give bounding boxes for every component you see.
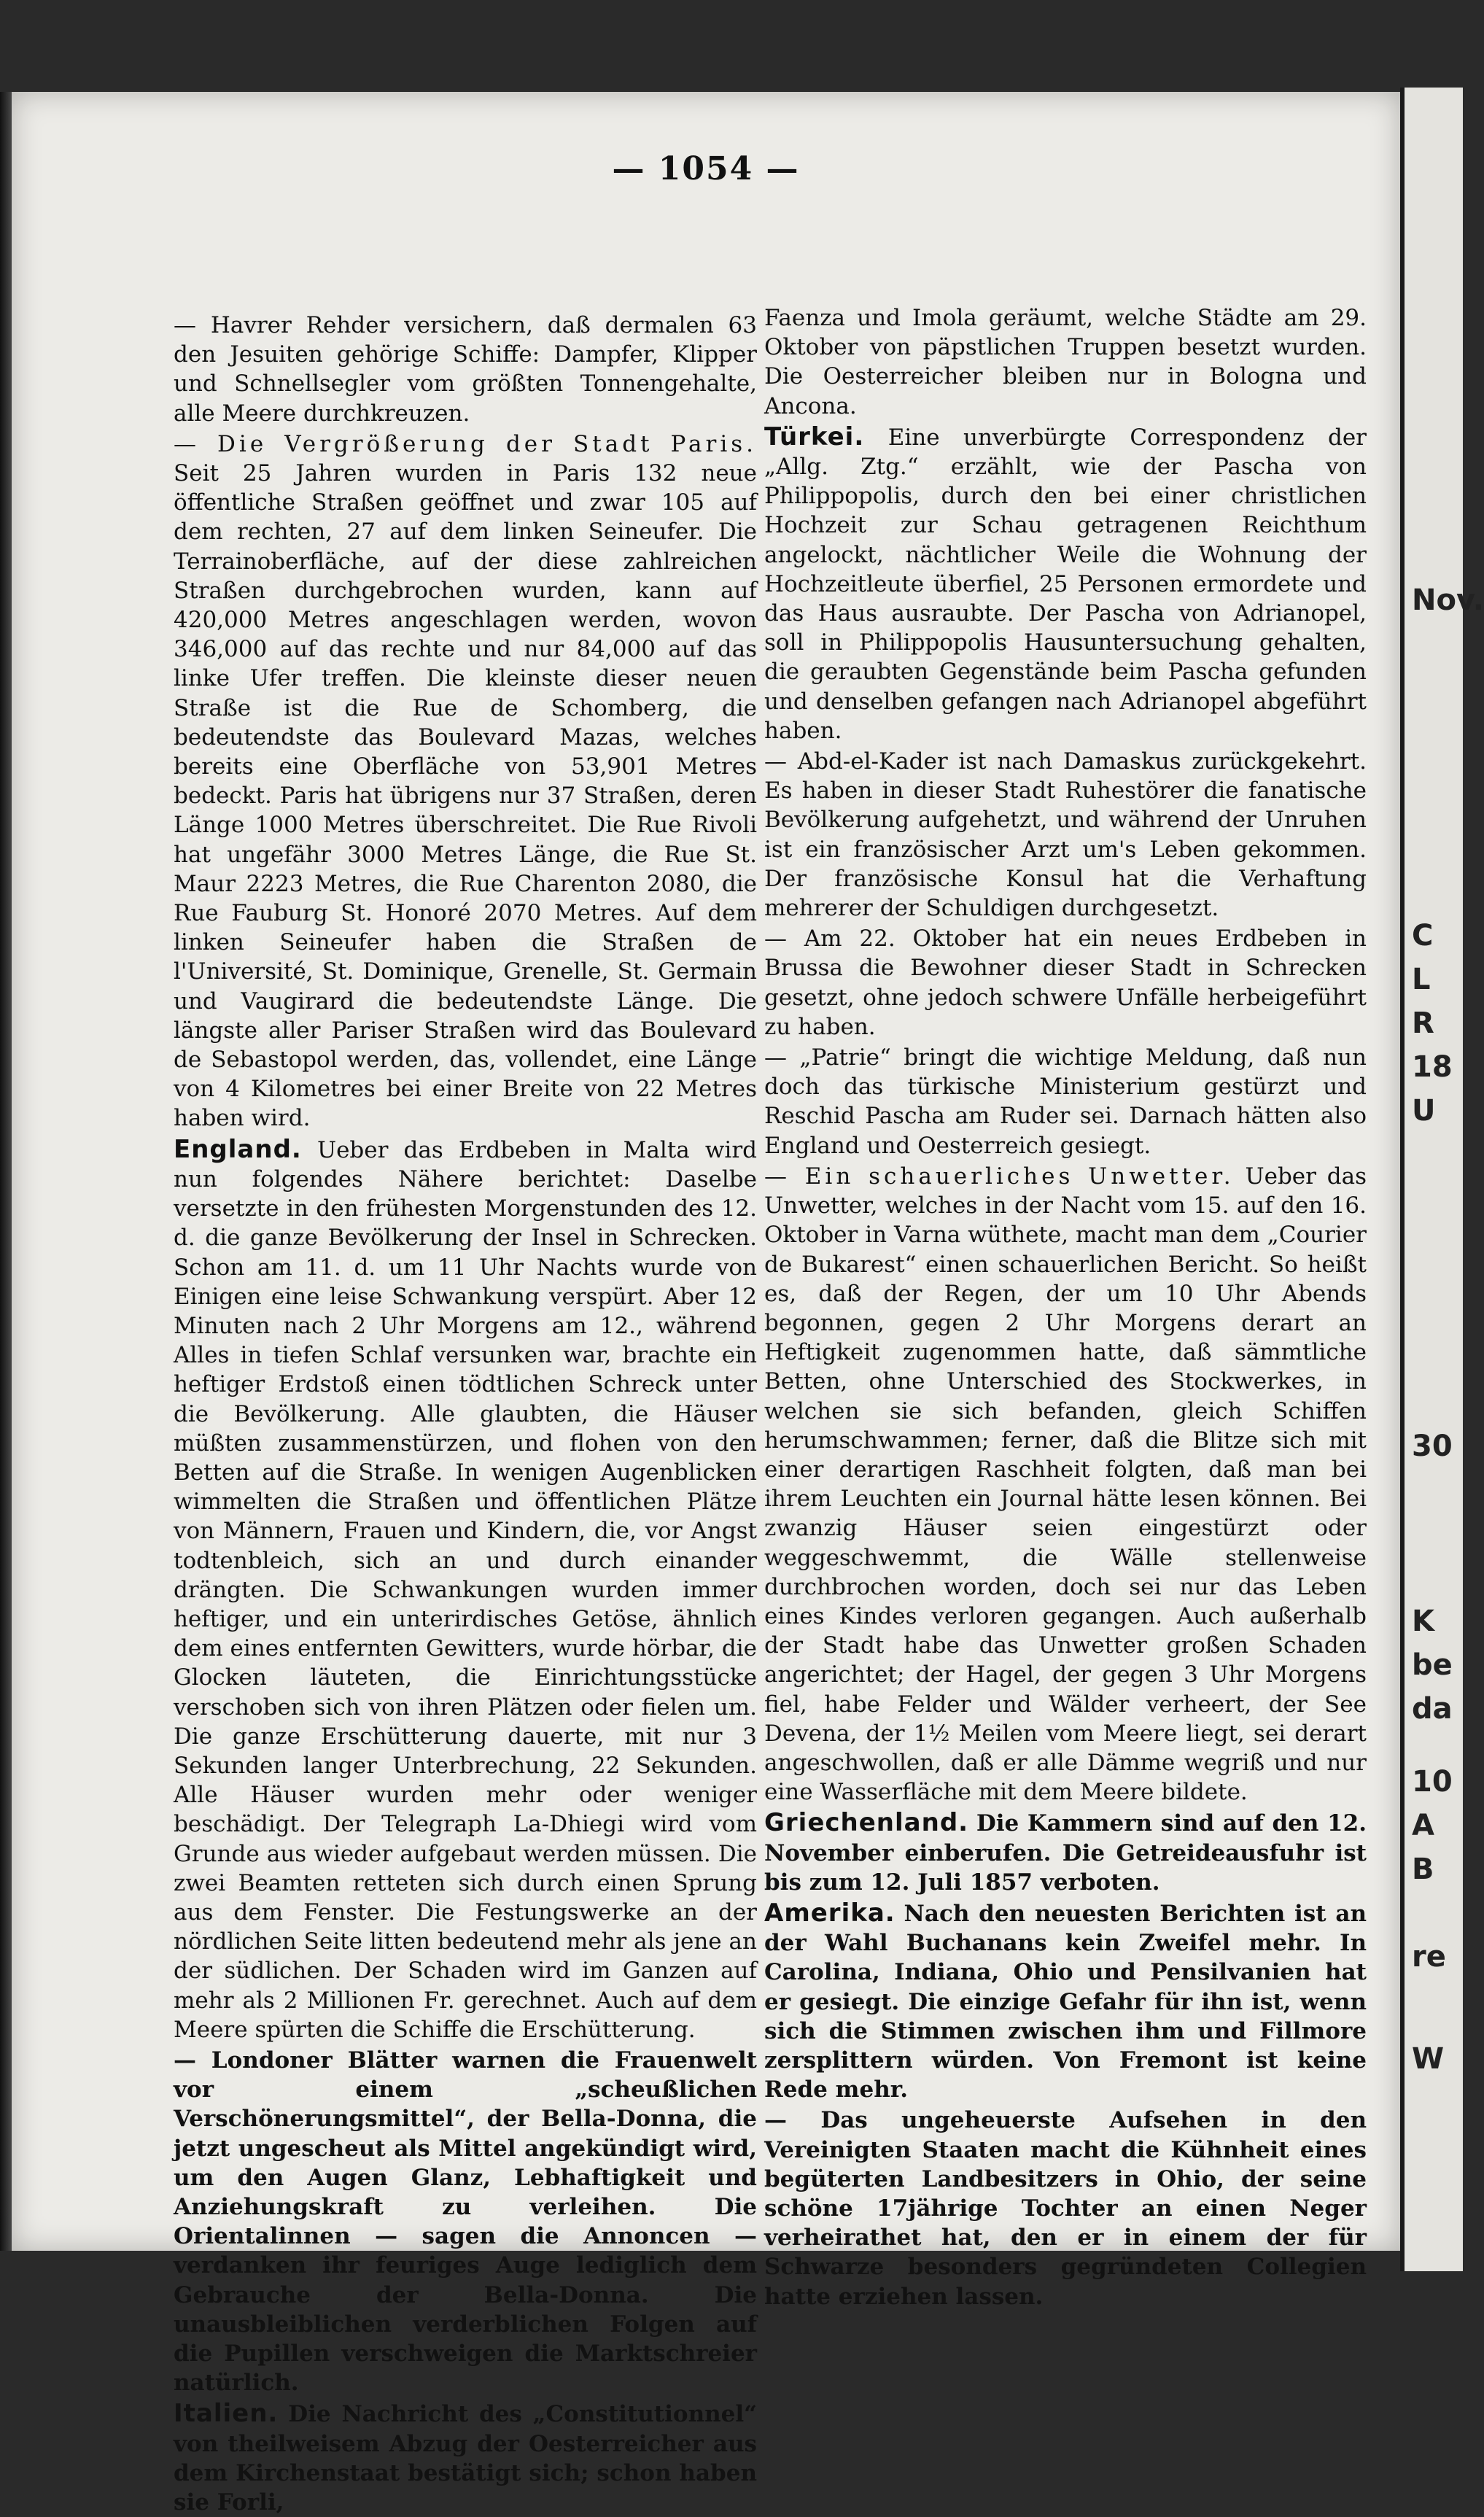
article-london: — Londoner Blätter warnen die Frauenwelt vor einem „scheußlichen Verschönerungsmittel“, der Bella-Donna, die jetzt ungescheut als Mittel angekündigt wird, um den Augen Glanz, Lebhaftigkeit und Anziehungskraft zu verleihen. Die Orientalinnen — sagen die Annoncen — verdanken ihr feuriges Auge lediglich dem Gebrauche der Bella-Donna. Die unausbleiblichen verderblichen Folgen auf die Pupillen verschweigen die Marktschreier natürlich. bbox=[174, 2047, 757, 2397]
article-england bbox=[174, 1135, 757, 2044]
margin-fragment: L bbox=[1412, 963, 1431, 996]
margin-fragment: C bbox=[1412, 919, 1434, 953]
margin-fragment: re bbox=[1412, 1940, 1446, 1974]
article-tuerkei-body: Eine unverbürgte Correspondenz der „Allg. Ztg.“ erzählt, wie der Pascha von Philippopolis, durch den bei einer christlichen Hochzeit zur Schau getragenen Reichthum angelockt, nächtlicher Weile die Wohnung der Hochzeitleute überfiel, 25 Personen ermordete und das Haus ausraubte. Der Pascha von Adrianopel, soll in Philippopolis Hausuntersuchung gehalten, die geraubten Gegenstände beim Pascha gefunden und denselben gefangen nach Adrianopel abgeführt haben. bbox=[764, 424, 1367, 744]
article-unwetter-body: Ueber das Unwetter, welches in der Nacht vom 15. auf den 16. Oktober in Varna wüthete, macht man dem „Courier de Bukarest“ einen schauerlichen Bericht. So heißt es, daß der Regen, der um 10 Uhr Abends begonnen, gegen 2 Uhr Morgens derart an Heftigkeit zugenommen hatte, daß sämmtliche Betten, ohne Unterschied des Stockwerkes, in welchen sie sich befanden, gleich Schiffen herumschwammen; ferner, daß die Blitze sich mit einer derartigen Raschheit folgten, daß man bei ihrem Leuchten ein Journal hätte lesen können. Bei zwanzig Häuser seien eingestürzt oder weggeschwemmt, die Wälle stellenweise durchbrochen worden, doch sei nur das Leben eines Kindes verloren gegangen. Auch außerhalb der Stadt habe das Unwetter großen Schaden angerichtet; der Hagel, der gegen 3 Uhr Morgens fiel, habe Felder und Wälder verheert, der See Devena, der 1½ Meilen vom Meere liegt, sei derart angeschwollen, daß er alle Dämme wegriß und nur eine Wasserfläche mit dem Meere bildete. bbox=[764, 1163, 1367, 1806]
margin-fragment: B bbox=[1412, 1853, 1434, 1886]
right-column bbox=[764, 303, 1367, 2311]
margin-fragment: da bbox=[1412, 1692, 1453, 1726]
margin-fragment: W bbox=[1412, 2042, 1445, 2076]
margin-fragment: A bbox=[1412, 1809, 1434, 1842]
section-heading-tuerkei: Türkei. bbox=[764, 422, 865, 451]
article-england-body: Ueber das Erdbeben in Malta wird nun folgendes Nähere berichtet: Daselbe versetzte in den frühesten Morgenstunden des 12. d. die ganze Bevölkerung der Insel in Schrecken. Schon am 11. d. um 11 Uhr Nachts wurde von Einigen eine leise Schwankung verspürt. Aber 12 Minuten nach 2 Uhr Morgens am 12., während Alles in tiefen Schlaf versunken war, brachte ein heftiger Erdstoß einen tödtlichen Schreck unter die Bevölkerung. Alle glaubten, die Häuser müßten zusammenstürzen, und flohen von den Betten auf die Straße. In wenigen Augenblicken wimmelten die Straßen und öffentlichen Plätze von Männern, Frauen und Kindern, die, vor Angst todtenbleich, sich an und durch einander drängten. Die Schwankungen wurden immer heftiger, und ein unterirdisches Getöse, ähnlich dem eines entfernten Gewitters, wurde hörbar, die Glocken läuteten, die Einrichtungsstücke verschoben sich von ihren Plätzen oder fielen um. Die ganze Erschütterung dauerte, mit nur 3 Sekunden langer Unterbrechung, 22 Sekunden. Alle Häuser wurden mehr oder weniger beschädigt. Der Telegraph La-Dhiegi wird vom Grunde aus wieder aufgebaut werden müssen. Die zwei Beamten retteten sich durch einen Sprung aus dem Fenster. Die Festungswerke an der nördlichen Seite litten bedeutend mehr als jene an der südlichen. Der Schaden wird im Ganzen auf mehr als 2 Millionen Fr. gerechnet. Auch auf dem Meere spürten die Schiffe die Erschütterung. bbox=[174, 1136, 757, 2043]
margin-fragment: 18 bbox=[1412, 1050, 1453, 1084]
article-ohio: — Das ungeheuerste Aufsehen in den Vereinigten Staaten macht die Kühnheit eines begüterten Landbesitzers in Ohio, der seine schöne 17jährige Tochter an einen Neger verheirathet hat, den er in einem der für Schwarze besonders gegründeten Collegien hatte erziehen lassen. bbox=[764, 2107, 1367, 2310]
article-erdbeben-brussa: — Am 22. Oktober hat ein neues Erdbeben in Brussa die Bewohner dieser Stadt in Schrecken gesetzt, ohne jedoch schwere Unfälle herbeigeführt zu haben. bbox=[764, 926, 1367, 1040]
section-heading-griechenland: Griechenland. bbox=[764, 1808, 969, 1838]
article-italien bbox=[174, 2399, 757, 2517]
margin-fragment: R bbox=[1412, 1007, 1434, 1040]
margin-fragment: K bbox=[1412, 1605, 1434, 1638]
article-amerika-body: Nach den neuesten Berichten ist an der Wahl Buchanans kein Zweifel mehr. In Carolina, Indiana, Ohio und Pensilvanien hat er gesiegt. Die einzige Gefahr für ihn ist, wenn sich die Stimmen zwischen ihm und Fillmore zersplittern würden. Von Fremont ist keine Rede mehr. bbox=[764, 1900, 1367, 2103]
article-griechenland bbox=[764, 1808, 1367, 1897]
margin-fragment: U bbox=[1412, 1094, 1436, 1128]
article-patrie: — „Patrie“ bringt die wichtige Meldung, daß nun doch das türkische Ministerium gestürzt und Reschid Pascha am Ruder sei. Darnach hätten also England und Oesterreich gesiegt. bbox=[764, 1044, 1367, 1159]
article-griechenland-body: Die Kammern sind auf den 12. November einberufen. Die Getreideausfuhr ist bis zum 12. Juli 1857 verboten. bbox=[764, 1810, 1367, 1896]
article-amerika bbox=[764, 1899, 1367, 2104]
article-unwetter bbox=[764, 1162, 1367, 1807]
left-column bbox=[174, 311, 757, 2517]
article-tuerkei bbox=[764, 422, 1367, 745]
article-unwetter-heading: — Ein schauerliches Unwetter. bbox=[764, 1163, 1235, 1190]
section-heading-england: England. bbox=[174, 1134, 302, 1164]
article-italien-body: Die Nachricht des „Constitutionnel“ von theilweisem Abzug der Oesterreicher aus dem Kirchenstaat bestätigt sich; schon haben sie Forli, bbox=[174, 2401, 757, 2516]
section-heading-amerika: Amerika. bbox=[764, 1898, 896, 1928]
page-number: — 1054 — bbox=[612, 150, 800, 187]
article-paris-heading: — Die Vergrößerung der Stadt Paris. bbox=[174, 430, 757, 457]
margin-fragment: be bbox=[1412, 1648, 1453, 1682]
margin-fragment: Nov. bbox=[1412, 583, 1484, 617]
article-italien-continued: Faenza und Imola geräumt, welche Städte am 29. Oktober von päpstlichen Truppen besetzt wurden. Die Oesterreicher bleiben nur in Bologna und Ancona. bbox=[764, 305, 1367, 419]
article-abdel-kader: — Abd-el-Kader ist nach Damaskus zurückgekehrt. Es haben in dieser Stadt Ruhestörer die fanatische Bevölkerung aufgehetzt, und während der Unruhen ist ein französischer Arzt um's Leben gekommen. Der französische Konsul hat die Verhaftung mehrerer der Schuldigen durchgesetzt. bbox=[764, 748, 1367, 922]
adjacent-page-edge bbox=[1400, 88, 1484, 2271]
newspaper-page bbox=[12, 92, 1400, 2516]
margin-fragment: 10 bbox=[1412, 1765, 1453, 1799]
article-havre: — Havrer Rehder versichern, daß dermalen 63 den Jesuiten gehörige Schiffe: Dampfer, Klipper und Schnellsegler vom größten Tonnengehalte, alle Meere durchkreuzen. bbox=[174, 312, 757, 427]
section-heading-italien: Italien. bbox=[174, 2399, 279, 2429]
article-paris bbox=[174, 430, 757, 1133]
article-paris-body: Seit 25 Jahren wurden in Paris 132 neue öffentliche Straßen geöffnet und zwar 105 auf dem rechten, 27 auf dem linken Seineufer. Die Terrainoberfläche, auf der diese zahlreichen Straßen durchgebrochen wurden, kann auf 420,000 Metres angeschlagen werden, wovon 346,000 auf das rechte und nur 84,000 auf das linke Ufer treffen. Die kleinste dieser neuen Straße ist die Rue de Schomberg, die bedeutendste das Boulevard Mazas, welches bereits eine Oberfläche von 53,901 Metres bedeckt. Paris hat übrigens nur 37 Straßen, deren Länge 1000 Metres überschreitet. Die Rue Rivoli hat ungefähr 3000 Metres Länge, die Rue St. Maur 2223 Metres, die Rue Charenton 2080, die Rue Fauburg St. Honoré 2070 Metres. Auf dem linken Seineufer haben die Straßen de l'Université, St. Dominique, Grenelle, St. Germain und Vaugirard die bedeutendste Länge. Die längste aller Pariser Straßen wird das Boulevard de Sebastopol werden, das, vollendet, eine Länge von 4 Kilometres bei einer Breite von 22 Metres haben wird. bbox=[174, 460, 757, 1132]
margin-fragment: 30 bbox=[1412, 1430, 1453, 1463]
